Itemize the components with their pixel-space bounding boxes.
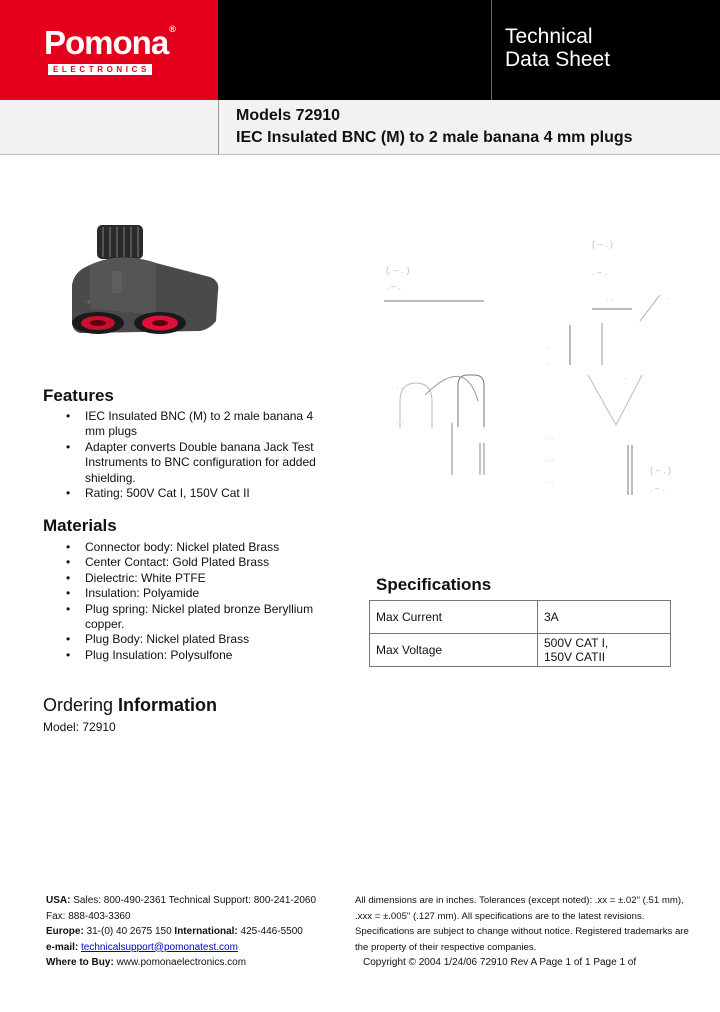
table-row: [370, 601, 671, 634]
usa-label: USA:: [46, 895, 71, 906]
footer-where: [46, 955, 316, 971]
svg-text:.: .: [624, 371, 627, 381]
where-label: Where to Buy:: [46, 957, 114, 968]
spec-label: Max Current: [370, 601, 538, 634]
svg-text:.: .: [546, 357, 549, 367]
logo-subtitle: ELECTRONICS: [48, 64, 152, 75]
svg-text:.: .: [546, 341, 549, 351]
email-link[interactable]: technicalsupport@pomonatest.com: [81, 941, 238, 953]
where-text: www.pomonaelectronics.com: [116, 957, 247, 968]
logo-reg: ®: [169, 24, 175, 34]
europe-label: Europe:: [46, 926, 84, 937]
svg-text:. .: . .: [396, 381, 404, 391]
header-divider: [491, 0, 492, 100]
footer-europe: [46, 924, 316, 940]
doc-type-line1: Technical: [505, 25, 593, 48]
svg-text:(. – . ): (. – . ): [386, 265, 410, 275]
specifications-table: [369, 600, 671, 667]
model-description: IEC Insulated BNC (M) to 2 male banana 4 mm plugs: [236, 129, 633, 146]
list-item: • Connector body: Nickel plated Brass: [66, 540, 334, 555]
svg-text:. – .: . – .: [592, 267, 608, 277]
email-label: e-mail:: [46, 941, 79, 953]
materials-list: [66, 540, 334, 663]
list-item: • Plug spring: Nickel plated bronze Beryllium copper.: [66, 602, 334, 633]
svg-text:. .: . .: [546, 475, 554, 485]
svg-text:+: +: [86, 297, 92, 307]
europe-text: 31-(0) 40 2675 150: [86, 926, 172, 937]
doc-type-line2: Data Sheet: [505, 48, 611, 71]
materials-heading: Materials: [43, 516, 117, 535]
list-item: • Rating: 500V Cat I, 150V Cat II: [66, 486, 336, 501]
dimension-drawing: [370, 225, 700, 515]
svg-text:.: .: [666, 291, 669, 301]
header-dark-block: [218, 0, 720, 100]
footer-email: [46, 940, 316, 956]
specifications-heading: Specifications: [376, 575, 492, 594]
logo-name: Pomona: [44, 24, 169, 61]
footer-contacts: [46, 893, 316, 971]
list-item: • Plug Body: Nickel plated Brass: [66, 632, 334, 647]
model-title: Models 72910: [236, 107, 341, 124]
list-item: • IEC Insulated BNC (M) to 2 male banana 4 mm plugs: [66, 409, 336, 440]
svg-text:. .: . .: [396, 415, 404, 425]
svg-text:( – . ): ( – . ): [592, 239, 614, 249]
title-band-rule: [0, 154, 720, 155]
spec-value-line2: 150V CATII: [544, 650, 606, 664]
features-heading: Features: [43, 386, 114, 405]
ordering-heading-light: Ordering: [43, 695, 114, 715]
list-item: • Dielectric: White PTFE: [66, 571, 334, 586]
list-item: • Center Contact: Gold Plated Brass: [66, 555, 334, 570]
intl-label: International:: [174, 926, 238, 937]
svg-text:. .: . .: [606, 293, 614, 303]
table-row: [370, 634, 671, 667]
spec-value: [538, 634, 671, 667]
product-photo: [60, 205, 260, 355]
intl-text: 425-446-5500: [240, 926, 303, 937]
ordering-heading-bold: Information: [118, 695, 218, 715]
spec-value: [538, 601, 671, 634]
footer-copyright: Copyright © 2004 1/24/06 72910 Rev A Page 1 of 1 Page 1 of: [363, 957, 637, 968]
ordering-model: Model: 72910: [43, 720, 116, 734]
title-band-divider: [218, 100, 219, 155]
spec-label: Max Voltage: [370, 634, 538, 667]
list-item: • Insulation: Polyamide: [66, 586, 334, 601]
svg-text:( – . ): ( – . ): [650, 465, 672, 475]
spec-value-line1: 3A: [544, 610, 559, 624]
logo: [44, 24, 175, 62]
footer-usa: [46, 893, 316, 924]
svg-text:. – .: . – .: [386, 281, 402, 291]
features-list: [66, 409, 336, 501]
svg-text:. – .: . – .: [650, 483, 666, 493]
list-item: • Adapter converts Double banana Jack Test Instruments to BNC configuration for added shielding.: [66, 440, 336, 486]
svg-text:. .: . .: [546, 431, 554, 441]
usa-text: Sales: 800-490-2361 Technical Support: 800-241-2060 Fax: 888-403-3360: [46, 895, 317, 922]
footer-disclaimer: All dimensions are in inches. Tolerances (except noted): .xx = ±.02" (.51 mm), .xxx = ±.005" (.127 mm). All specifications are to the latest revisions. Specifications are subject to change without notice. Registered trademarks are the property of their respective companies.: [355, 895, 689, 953]
spec-value-line1: 500V CAT I,: [544, 636, 609, 650]
ordering-heading: [43, 695, 217, 716]
list-item: • Plug Insulation: Polysulfone: [66, 648, 334, 663]
svg-text:. .: . .: [546, 453, 554, 463]
